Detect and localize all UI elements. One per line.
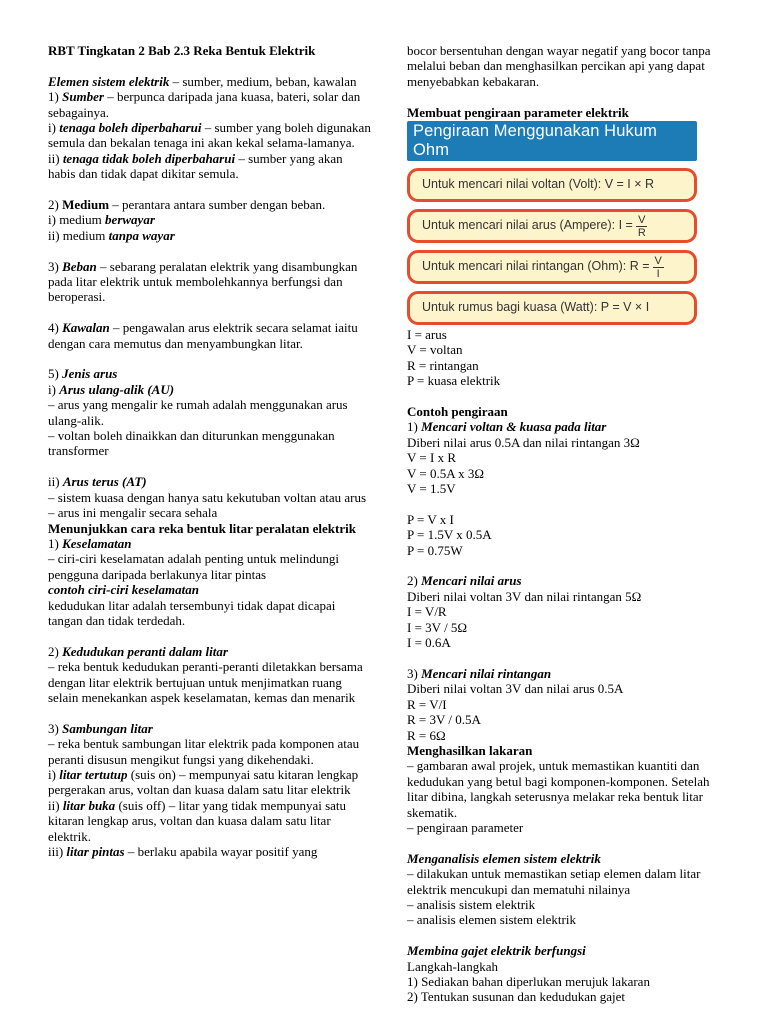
beban-paragraph: 3) Beban – sebarang peralatan elektrik yang disambungkan pada litar elektrik untuk membolehkannya berfungsi dan beroperasi. — [48, 258, 358, 305]
sambungan-text: – reka bentuk sambungan litar elektrik pada komponen atau peranti disusun mengikut fungsi yang dikehendaki. — [48, 736, 360, 767]
membina-heading: Membina gajet elektrik berfungsi — [407, 943, 586, 959]
fraction-v-over-r: $\frac{V}{R}$ — [637, 213, 646, 239]
legend-list — [407, 327, 722, 389]
litar-pintas: iii) litar pintas – berlaku apabila wayar positif yang — [48, 844, 318, 859]
litar-pintas-continued: bocor bersentuhan dengan wayar negatif yang bocor tanpa melalui beban dan menghasilkan percikan api yang dapat menyebabkan kebakaran. — [407, 43, 711, 89]
analisis-bullet-1: – analisis sistem elektrik — [407, 896, 536, 912]
medium-paragraph: 2) Medium – perantara antara sumber dengan beban. — [48, 197, 326, 213]
contoh-2-heading: 2) Mencari nilai arus — [407, 573, 522, 589]
keselamatan-contoh: contoh ciri-ciri keselamatan — [48, 582, 199, 598]
au-line-1: – arus yang mengalir ke rumah adalah menggunakan arus ulang-alik. — [48, 397, 348, 428]
analisis-text: – dilakukan untuk memastikan setiap elemen dalam litar elektrik mencukupi dan mematuhi nilainya — [407, 866, 701, 897]
keselamatan-text: – ciri-ciri keselamatan adalah penting untuk melindungi pengguna daripada berlakunya litar pintas — [48, 551, 339, 582]
at-heading: ii) Arus terus (AT) — [48, 474, 147, 490]
kedudukan-heading: 2) Kedudukan peranti dalam litar — [48, 643, 228, 659]
kedudukan-text: – reka bentuk kedudukan peranti-peranti diletakkan bersama dengan litar elektrik bertujuan untuk menjimatkan ruang selain menekankan aspek keselamatan, kemas dan menarik — [48, 659, 363, 705]
ohm-row-rintangan: Untuk mencari nilai rintangan (Ohm): R = $\frac{V}{I}$ — [407, 250, 697, 284]
sambungan-heading: 3) Sambungan litar — [48, 720, 153, 736]
ohm-row-kuasa: Untuk rumus bagi kuasa (Watt): P = V × I — [407, 291, 697, 325]
ohm-row-voltan: Untuk mencari nilai voltan (Volt): V = I × R — [407, 168, 697, 202]
sumber-paragraph: 1) Sumber – berpunca daripada jana kuasa, bateri, solar dan sebagainya. — [48, 89, 361, 120]
legend-item: P = kuasa elektrik — [407, 373, 501, 389]
keselamatan-text-2: kedudukan litar adalah tersembunyi tidak dapat dicapai tangan dan tidak terdedah. — [48, 597, 336, 628]
right-column — [407, 43, 722, 1005]
ohm-law-header: Pengiraan Menggunakan Hukum Ohm — [407, 121, 697, 161]
litar-buka: ii) litar buka (suis off) – litar yang tidak mempunyai satu kitaran lengkap arus, voltan dan kuasa dalam satu litar elektrik. — [48, 797, 347, 844]
kawalan-paragraph: 4) Kawalan – pengawalan arus elektrik secara selamat iaitu dengan cara memutus dan menyambungkan litar. — [48, 320, 358, 351]
litar-tertutup: i) litar tertutup (suis on) – mempunyai satu kitaran lengkap pergerakan arus, voltan dan kuasa dalam satu litar elektrik — [48, 766, 359, 798]
ohm-law-figure — [407, 121, 697, 325]
lakaran-text-2: – pengiraan parameter — [407, 819, 524, 835]
membina-step-1: 1) Sediakan bahan diperlukan merujuk lakaran — [407, 973, 650, 989]
contoh-3-lines: Diberi nilai voltan 3V dan nilai arus 0.5A R = V/I R = 3V / 0.5A R = 6Ω — [407, 681, 624, 743]
membina-langkah: Langkah-langkah — [407, 958, 498, 974]
contoh-3-heading: 3) Mencari nilai rintangan — [407, 665, 552, 681]
at-line-2: – arus ini mengalir secara sehala — [48, 505, 218, 521]
left-column — [48, 43, 372, 859]
at-line-1: – sistem kuasa dengan hanya satu kekutuban voltan atau arus — [48, 489, 367, 505]
contoh-1-power: P = V x I P = 1.5V x 0.5A P = 0.75W — [407, 511, 492, 558]
analisis-bullet-2: – analisis elemen sistem elektrik — [407, 912, 576, 928]
legend-item: V = voltan — [407, 342, 463, 358]
elemen-paragraph: Elemen sistem elektrik – sumber, medium, beban, kawalan — [48, 73, 357, 89]
lakaran-text: – gambaran awal projek, untuk memastikan kuantiti dan kedudukan yang betul bagi komponen-komponen. Setelah litar dibina, langkah seterusnya melakar reka bentuk litar skematik. — [407, 758, 710, 820]
parameter-heading: Membuat pengiraan parameter elektrik — [407, 104, 629, 120]
analisis-heading: Menganalisis elemen sistem elektrik — [407, 850, 601, 866]
document-title: RBT Tingkatan 2 Bab 2.3 Reka Bentuk Elektrik — [48, 43, 316, 58]
contoh-1-lines: Diberi nilai arus 0.5A dan nilai rintangan 3Ω V = I x R V = 0.5A x 3Ω V = 1.5V — [407, 434, 640, 497]
menunjukkan-heading: Menunjukkan cara reka bentuk litar peralatan elektrik — [48, 520, 356, 536]
medium-ii: ii) medium tanpa wayar — [48, 227, 175, 243]
keselamatan-heading: 1) Keselamatan — [48, 535, 132, 551]
sumber-ii: ii) tenaga tidak boleh diperbaharui – sumber yang akan habis dan tidak dapat dikitar semula. — [48, 150, 343, 182]
legend-item: I = arus — [407, 327, 447, 343]
contoh-2-lines: Diberi nilai voltan 3V dan nilai rintangan 5Ω I = V/R I = 3V / 5Ω I = 0.6A — [407, 588, 642, 651]
membina-step-2: 2) Tentukan susunan dan kedudukan gajet — [407, 989, 625, 1005]
medium-i: i) medium berwayar — [48, 212, 155, 228]
sumber-i: i) tenaga boleh diperbaharui – sumber yang boleh digunakan semula dan bekalan tenaga ini akan kekal selama-lamanya. — [48, 120, 371, 151]
au-line-2: – voltan boleh dinaikkan dan diturunkan menggunakan transformer — [48, 428, 335, 459]
legend-item: R = rintangan — [407, 357, 479, 373]
contoh-heading: Contoh pengiraan — [407, 404, 508, 420]
contoh-1-heading: 1) Mencari voltan & kuasa pada litar — [407, 419, 607, 435]
fraction-v-over-i: $\frac{V}{I}$ — [654, 254, 662, 280]
au-heading: i) Arus ulang-alik (AU) — [48, 381, 175, 397]
jenis-arus-heading: 5) Jenis arus — [48, 366, 118, 382]
lakaran-heading: Menghasilkan lakaran — [407, 742, 533, 758]
ohm-row-arus: Untuk mencari nilai arus (Ampere): I = $\frac{V}{R}$ — [407, 209, 697, 243]
